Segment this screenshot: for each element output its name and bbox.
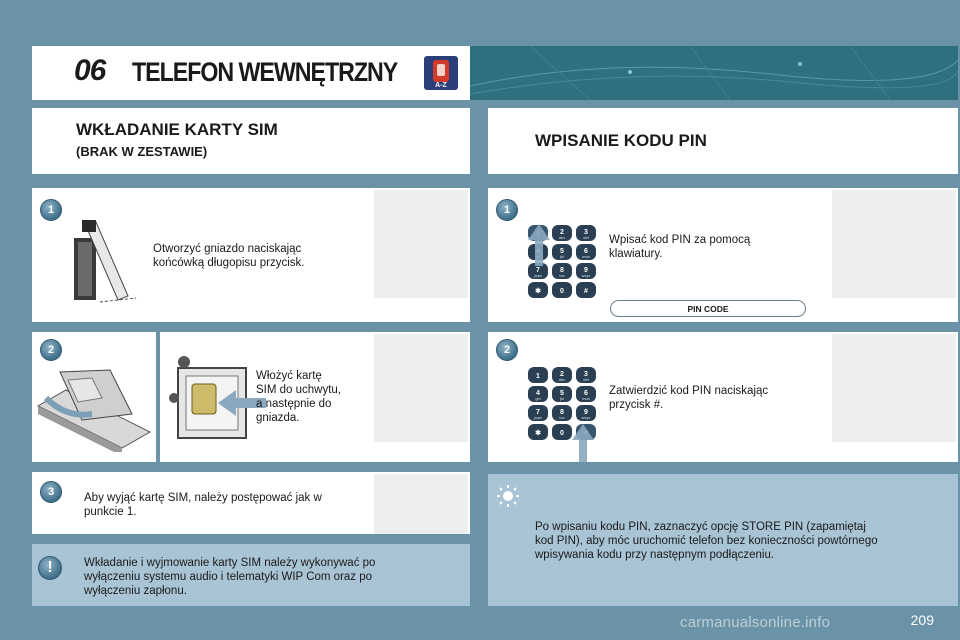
text-line: Wpisać kod PIN za pomocą — [609, 234, 751, 246]
keypad-key — [576, 263, 596, 279]
text-line: wyłączeniu systemu audio i telematyki WIP Com oraz po — [84, 571, 373, 583]
pen-pressing-illustration — [70, 218, 140, 314]
svg-text:3: 3 — [584, 229, 588, 236]
text-line: Wkładanie i wyjmowanie karty SIM należy wykonywać po — [84, 557, 376, 569]
page-number: 209 — [910, 612, 934, 628]
keypad-key — [552, 263, 572, 279]
radio-unit-illustration — [374, 474, 468, 534]
exclamation-icon: ! — [38, 556, 62, 580]
svg-text:2: 2 — [560, 371, 564, 378]
text-line: kod PIN), aby móc uruchomić telefon bez konieczności powtórnego — [535, 535, 878, 547]
lightbulb-icon — [496, 484, 520, 508]
keypad-key — [552, 367, 572, 383]
text-line: Po wpisaniu kodu PIN, zaznaczyć opcję STORE PIN (zapamiętaj — [535, 521, 866, 533]
keypad-key — [576, 282, 596, 298]
svg-text:mno: mno — [582, 396, 590, 401]
text-line: SIM do uchwytu, — [256, 384, 342, 396]
svg-text:5: 5 — [560, 248, 564, 255]
text-line: Aby wyjąć kartę SIM, należy postępować jak w — [84, 492, 322, 504]
sim-section-subtitle: (BRAK W ZESTAWIE) — [76, 144, 208, 159]
svg-text:2: 2 — [560, 229, 564, 236]
step-badge: 1 — [496, 199, 518, 221]
svg-text:tuv: tuv — [559, 415, 565, 420]
svg-text:3: 3 — [584, 371, 588, 378]
svg-text:ghi: ghi — [535, 396, 541, 401]
svg-text:6: 6 — [584, 390, 588, 397]
text-line: wpisywania kodu przy następnym podłączeniu. — [535, 549, 775, 561]
step-badge: 1 — [40, 199, 62, 221]
warning-text — [84, 556, 375, 598]
text-line: a następnie do — [256, 398, 332, 410]
radio-unit-illustration — [374, 334, 468, 442]
radio-unit-illustration — [832, 190, 956, 298]
svg-text:def: def — [583, 235, 589, 240]
svg-text:jkl: jkl — [560, 396, 564, 401]
svg-text:✱: ✱ — [535, 288, 541, 295]
keypad-key — [576, 386, 596, 402]
step-badge: 2 — [40, 339, 62, 361]
text-line: Otworzyć gniazdo naciskając — [153, 243, 302, 255]
az-index-icon — [424, 56, 458, 90]
svg-text:6: 6 — [584, 248, 588, 255]
step-badge: 3 — [40, 481, 62, 503]
svg-text:abc: abc — [558, 377, 566, 382]
keypad-key — [576, 244, 596, 260]
text-line: Zatwierdzić kod PIN naciskając — [609, 385, 769, 397]
text-line: Włożyć kartę — [256, 370, 322, 382]
keypad-key — [552, 424, 572, 440]
step-badge: 2 — [496, 339, 518, 361]
svg-text:5: 5 — [560, 390, 564, 397]
sim-step-1-text — [153, 242, 305, 270]
svg-text:pqrs: pqrs — [534, 273, 542, 278]
tip-text — [535, 520, 878, 562]
svg-text:0: 0 — [560, 430, 564, 437]
svg-text:0: 0 — [560, 288, 564, 295]
svg-text:mno: mno — [582, 254, 590, 259]
svg-text:4: 4 — [536, 390, 540, 397]
keypad-key — [576, 367, 596, 383]
text-line: klawiatury. — [609, 248, 663, 260]
svg-text:wxyz: wxyz — [581, 415, 591, 420]
text-line: gniazda. — [256, 412, 300, 424]
svg-text:1: 1 — [536, 373, 540, 380]
sim-step-2-text — [256, 369, 341, 425]
svg-text:7: 7 — [536, 267, 540, 274]
svg-text:tuv: tuv — [559, 273, 565, 278]
text-line: wyłączeniu zapłonu. — [84, 585, 187, 597]
keypad-key — [552, 405, 572, 421]
keypad-key — [528, 405, 548, 421]
pin-step-1-text — [609, 233, 750, 261]
keypad-key — [528, 386, 548, 402]
svg-text:#: # — [584, 288, 588, 295]
text-line: końcówką długopisu przycisk. — [153, 257, 305, 269]
svg-text:7: 7 — [536, 409, 540, 416]
svg-text:8: 8 — [560, 267, 564, 274]
sim-tray-illustration — [36, 368, 152, 452]
pin-section-title: WPISANIE KODU PIN — [535, 131, 707, 150]
radio-unit-illustration — [374, 190, 468, 298]
pin-code-display: PIN CODE — [610, 300, 806, 317]
svg-text:A-Z: A-Z — [435, 82, 447, 89]
keypad-key — [576, 405, 596, 421]
chapter-title: TELEFON WEWNĘTRZNY — [132, 57, 398, 87]
svg-text:jkl: jkl — [560, 254, 564, 259]
header-decor-band — [470, 46, 958, 100]
keypad-key — [552, 244, 572, 260]
keypad-key — [528, 367, 548, 383]
pin-step-2-text — [609, 384, 768, 412]
text-line: punkcie 1. — [84, 506, 137, 518]
keypad-key — [528, 282, 548, 298]
press-arrow-icon — [528, 224, 550, 266]
keypad-key — [552, 282, 572, 298]
press-arrow-icon — [572, 424, 594, 462]
svg-text:abc: abc — [558, 235, 566, 240]
text-line: przycisk #. — [609, 399, 664, 411]
svg-text:9: 9 — [584, 267, 588, 274]
svg-text:✱: ✱ — [535, 430, 541, 437]
keypad-key — [552, 225, 572, 241]
radio-unit-illustration — [832, 334, 956, 442]
svg-text:def: def — [583, 377, 589, 382]
svg-text:9: 9 — [584, 409, 588, 416]
sim-section-title: WKŁADANIE KARTY SIM — [76, 120, 278, 139]
chapter-number: 06 — [74, 54, 106, 87]
header-decor-lines — [470, 46, 958, 100]
watermark: carmanualsonline.info — [680, 614, 831, 631]
keypad-key — [528, 424, 548, 440]
svg-text:pqrs: pqrs — [534, 415, 542, 420]
keypad-key — [552, 386, 572, 402]
keypad-key — [576, 225, 596, 241]
svg-text:8: 8 — [560, 409, 564, 416]
sim-section-header — [32, 108, 470, 174]
sim-step-3-text — [84, 491, 322, 519]
svg-text:wxyz: wxyz — [581, 273, 591, 278]
